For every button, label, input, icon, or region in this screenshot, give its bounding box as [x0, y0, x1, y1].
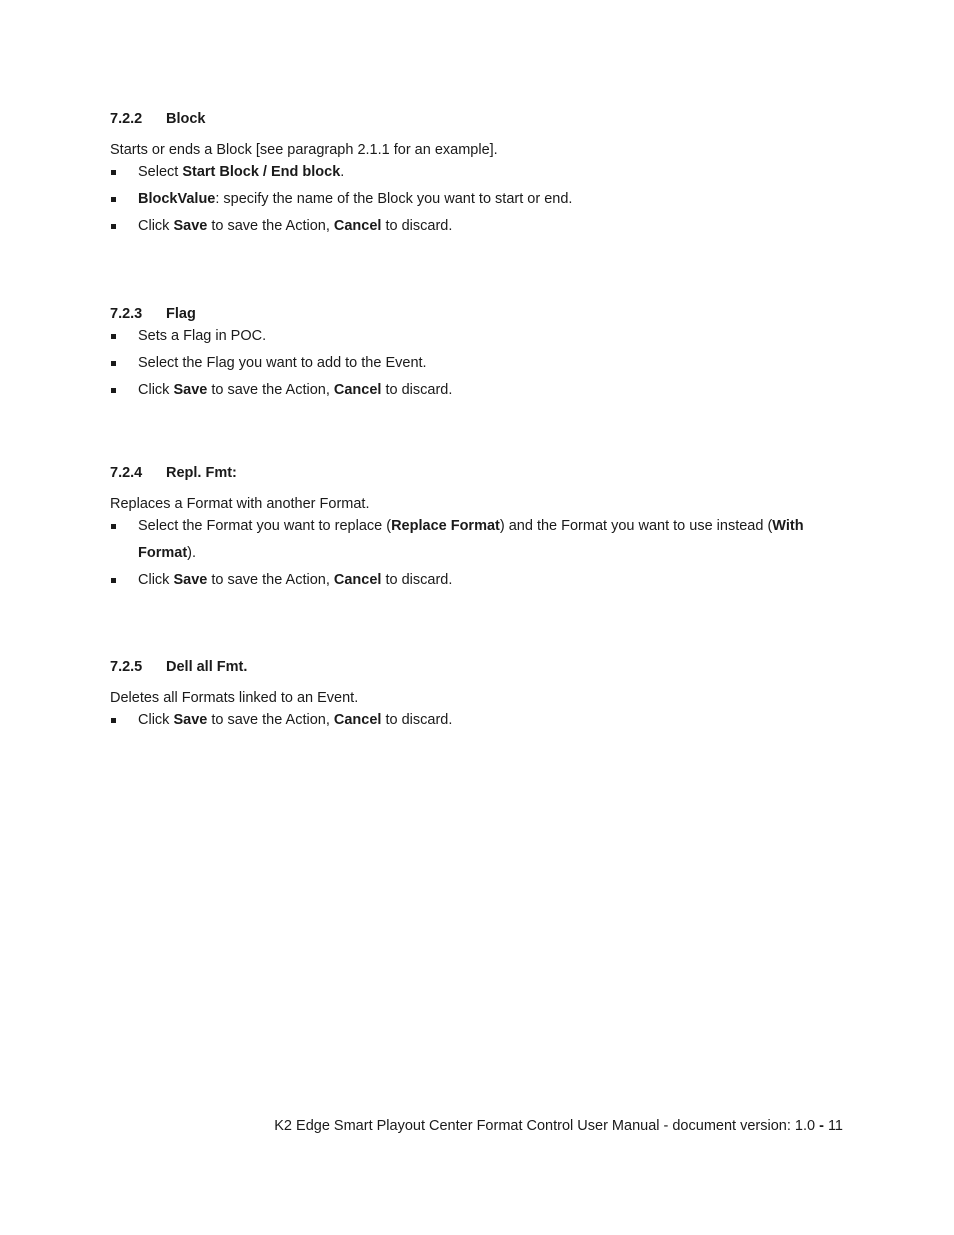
section-intro: Replaces a Format with another Format.: [110, 496, 370, 512]
list-item: [110, 350, 850, 377]
page-number: 11: [827, 1118, 843, 1134]
list-item: [110, 567, 850, 594]
list-item-text: Sets a Flag in POC.: [138, 328, 267, 344]
bold-text: Cancel: [333, 382, 382, 398]
list-item: [110, 186, 850, 213]
section-heading: [110, 464, 850, 482]
bullet-square-icon: [111, 388, 116, 393]
bullet-square-icon: [111, 197, 116, 202]
section-heading: [110, 110, 850, 128]
bullet-square-icon: [111, 718, 116, 723]
bullet-list: [110, 513, 850, 594]
section-block: [110, 110, 850, 240]
footer-text: K2 Edge Smart Playout Center Format Control User Manual - document version: 1.0: [274, 1118, 816, 1134]
list-item: [110, 213, 850, 240]
list-item: [110, 159, 850, 186]
bold-text: Replace Format: [391, 518, 500, 534]
list-item-text: Click: [138, 572, 174, 588]
bold-text: Save: [173, 572, 208, 588]
list-item: [110, 323, 850, 350]
section-number: 7.2.2: [110, 111, 143, 127]
section-flag: [110, 305, 850, 404]
bullet-square-icon: [111, 334, 116, 339]
list-item-text: to save the Action,: [207, 572, 334, 588]
list-item-text: Select the Format you want to replace (: [138, 518, 392, 534]
bold-text: Cancel: [333, 712, 382, 728]
list-item-text: : specify the name of the Block you want to start or end.: [215, 191, 573, 207]
section-repl-fmt: [110, 464, 850, 594]
list-item-text: Select: [138, 164, 183, 180]
section-title: Dell all Fmt.: [166, 659, 248, 675]
bullet-square-icon: [111, 170, 116, 175]
list-item-text: Select the Flag you want to add to the Event.: [138, 355, 427, 371]
list-item-text: to save the Action,: [207, 712, 334, 728]
list-item-text: to save the Action,: [207, 218, 334, 234]
bullet-square-icon: [111, 578, 116, 583]
list-item-text: to discard.: [381, 572, 453, 588]
bold-text: With Format: [138, 518, 804, 561]
list-item-text: Click: [138, 712, 174, 728]
list-item-text: to save the Action,: [207, 382, 334, 398]
list-item: [110, 513, 850, 567]
list-item-text: Click: [138, 382, 174, 398]
bold-text: Cancel: [333, 572, 382, 588]
bold-text: Save: [173, 218, 208, 234]
bullet-list: [110, 707, 850, 734]
bold-text: Start Block / End block: [182, 164, 341, 180]
footer-separator: -: [815, 1118, 828, 1134]
list-item-text: to discard.: [381, 712, 453, 728]
section-title: Repl. Fmt:: [166, 465, 237, 481]
section-number: 7.2.4: [110, 465, 143, 481]
section-heading: [110, 658, 850, 676]
list-item-text: ) and the Format you want to use instead (: [499, 518, 773, 534]
bullet-square-icon: [111, 224, 116, 229]
page-footer: [274, 1117, 843, 1135]
bold-text: Cancel: [333, 218, 382, 234]
section-number: 7.2.3: [110, 306, 143, 322]
bold-text: Save: [173, 382, 208, 398]
list-item-text: to discard.: [381, 382, 453, 398]
bullet-list: [110, 159, 850, 240]
section-number: 7.2.5: [110, 659, 143, 675]
list-item: [110, 377, 850, 404]
section-intro: Deletes all Formats linked to an Event.: [110, 690, 359, 706]
section-intro: Starts or ends a Block [see paragraph 2.1.1 for an example].: [110, 142, 498, 158]
list-item: [110, 707, 850, 734]
list-item-text: Click: [138, 218, 174, 234]
list-item-text: ).: [187, 545, 197, 561]
bullet-list: [110, 323, 850, 404]
bullet-square-icon: [111, 361, 116, 366]
list-item-text: to discard.: [381, 218, 453, 234]
section-title: Block: [166, 111, 206, 127]
bullet-square-icon: [111, 524, 116, 529]
bold-text: Save: [173, 712, 208, 728]
section-title: Flag: [166, 306, 196, 322]
section-heading: [110, 305, 850, 323]
list-item-text: .: [340, 164, 345, 180]
section-dell-all-fmt: [110, 658, 850, 734]
bold-text: BlockValue: [138, 191, 216, 207]
